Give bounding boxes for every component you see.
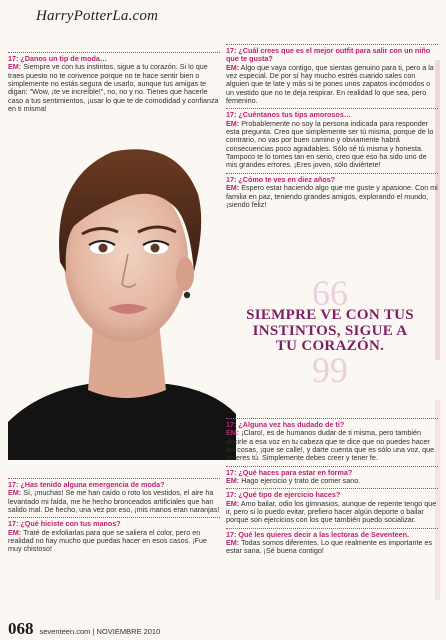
left-bottom-column xyxy=(8,478,220,554)
portrait-photo xyxy=(8,122,236,460)
question-line: 17: ¿Has tenido alguna emergencia de moda? xyxy=(8,478,220,489)
watermark-logo: HarryPotterLa.com xyxy=(36,8,159,24)
right-top-column xyxy=(226,44,438,209)
page-number: 068 xyxy=(8,619,34,638)
page-footer xyxy=(8,620,160,637)
question-line: 17: ¿Alguna vez has dudado de ti? xyxy=(226,418,438,429)
answer-paragraph: EM: Amo bailar, odio los gimnasios, aunque de repente tengo que ir, pero si lo puedo evitar, prefiero hacer algún deporte o bailar porque son ejercicios con los que también puedo socializar. xyxy=(226,498,437,525)
answer-paragraph: EM: Sí, ¡muchas! Se me han caído o roto los vestidos, el aire ha levantado mi falda, me he hecho bronceados artificiales que han salido mal. De hecho, una vez por eso, ¡mis manos eran naranjas! xyxy=(8,488,220,515)
question-line: 17: ¿Qué tipo de ejercicio haces? xyxy=(226,488,438,499)
answer-paragraph: EM: Probablemente no soy la persona indicada para responder esta pregunta. Creo que simplemente ser tú misma, porque de lo contrario, no vas por buen camino y obviamente habrá consecuencias poco agradables. Sólo sé tú misma y honesta. Tampoco te lo tomes tan en serio, creo que eso ha sido uno de mis grandes errores. ¡Eres joven, sólo diviértete! xyxy=(226,118,434,170)
portrait-illustration xyxy=(8,122,236,460)
question-line: 17: ¿Qué haces para estar en forma? xyxy=(226,466,438,477)
question-line: 17: ¿Danos un tip de moda… xyxy=(8,52,220,63)
pull-quote-text: SIEMPRE VE CON TUS INSTINTOS, SIGUE A TU CORAZÓN. xyxy=(246,307,414,354)
answer-paragraph: EM: Todas somos diferentes. Lo que realmente es importante es estar sana. ¡Sé buena contigo! xyxy=(226,538,433,556)
answer-paragraph: EM: ¡Claro!, es de humanos dudar de ti misma, pero también decirle a esa voz en tu cabeza que te dice que no puedes hacer las cosas, ¡que se calle!, y darte cuenta que es sólo una voz, que no eres tú. Simplemente debes creer y tener fe. xyxy=(226,428,435,463)
question-line: 17: ¿Cuéntanos tus tips amorosos… xyxy=(226,108,438,119)
question-line: 17: ¿Cuál crees que es el mejor outfit para salir con un niño que te gusta? xyxy=(226,44,438,64)
left-top-column xyxy=(8,52,220,113)
pull-quote xyxy=(246,273,414,390)
answer-paragraph: EM: Algo que vaya contigo, que sientas genuino para ti, pero a la vez especial. De por sí hay mucho estrés cuando sales con alguien que te late y más si te pones unos zapatos incómodos o un vestido que no te deja respirar. En realidad lo que sea, pero femenino. xyxy=(226,62,434,106)
answer-paragraph: EM: Hago ejercicio y trato de comer sano. xyxy=(226,476,361,486)
open-quote-mark: 66 xyxy=(312,273,348,313)
question-line: 17: ¿Cómo te ves en diez años? xyxy=(226,173,438,184)
right-bottom-column xyxy=(226,418,438,556)
answer-paragraph: EM: Espero estar haciendo algo que me guste y apasione. Con mi familia en paz, teniendo grandes amigos, explorando el mundo, ¡siendo feliz! xyxy=(226,183,438,209)
close-quote-mark: 99 xyxy=(312,349,348,390)
question-line: 17: ¿Qué hiciste con tus manos? xyxy=(8,517,220,528)
answer-paragraph: EM: Siempre ve con tus instintos, sigue a tu corazón. Si lo que traes puesto no te convence porque no te hace sentir bien o simplemente no estás segura de usarlo, aunque tus amigas te digan: "Wow, ¡te ve increíble!", no, no y no. Tienes que hacerle caso a tus sentimientos, ¡usar lo que te de comodidad y confianza en ti misma! xyxy=(8,62,219,114)
answer-paragraph: EM: Traté de exfoliarlas para que se saliera el color, pero en realidad no hay mucho que puedas hacer en esos casos. ¡Fue muy chistoso! xyxy=(8,527,207,554)
question-line: 17: Qué les quieres decir a las lectoras de Seventeen. xyxy=(226,528,438,539)
footer-site: seventeen.com | NOVIEMBRE 2010 xyxy=(39,627,161,636)
